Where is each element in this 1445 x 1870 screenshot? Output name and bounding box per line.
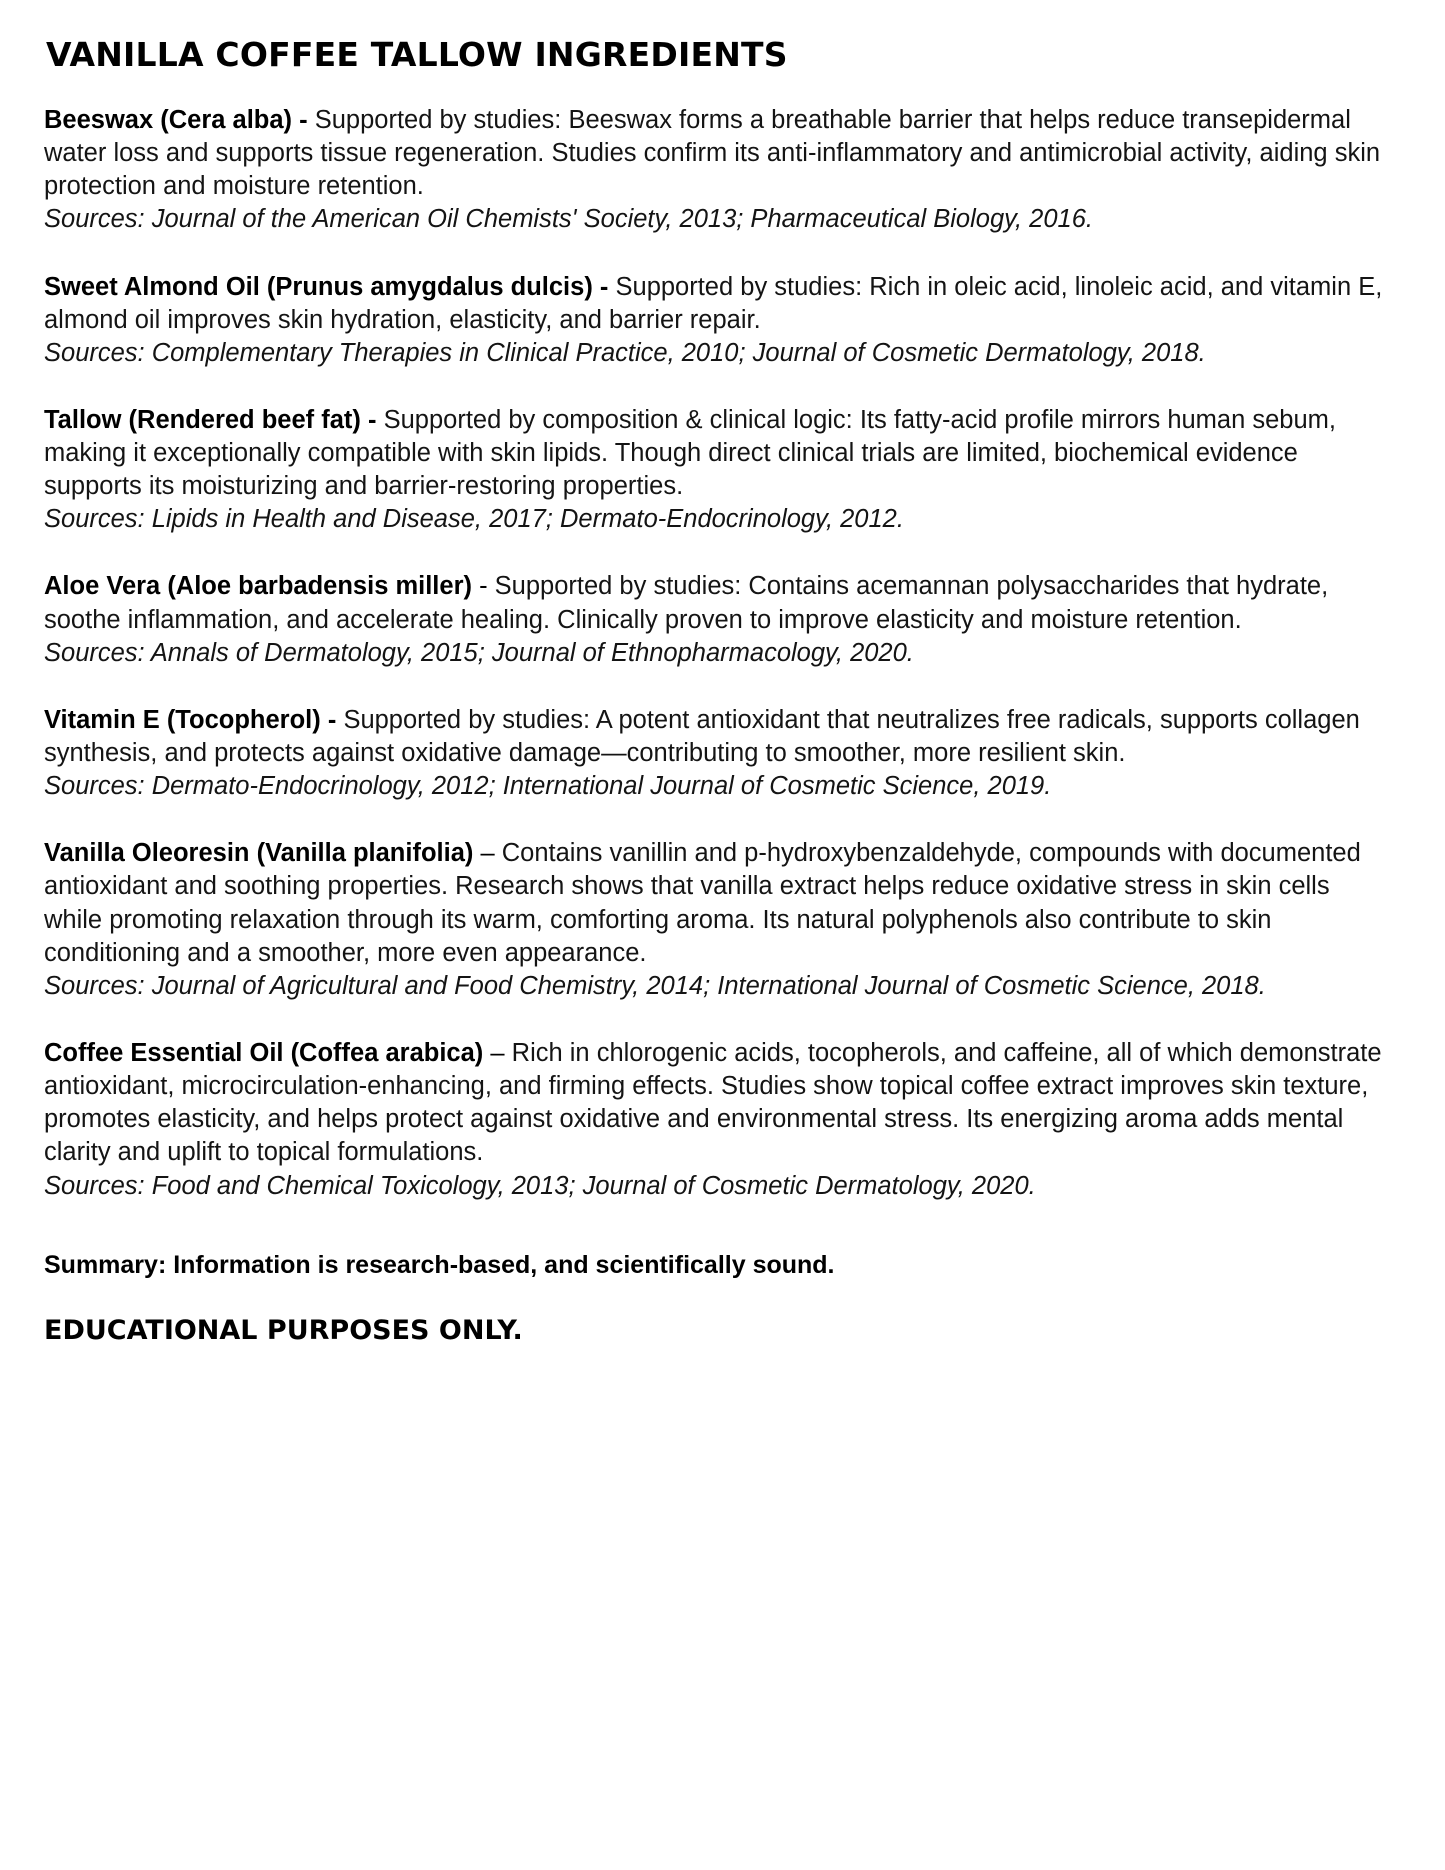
ingredient-description (44, 570, 1389, 636)
ingredient-separator: - (299, 105, 308, 134)
ingredient-sources: Sources: Journal of Agricultural and Food Chemistry, 2014; International Journal of Cosmetic Science, 2018. (44, 971, 1266, 1000)
ingredient-body-text: Rich in chlorogenic acids, tocopherols, and caffeine, all of which demonstrate antioxidant, microcirculation-enhancing, and firming effects. Studies show topical coffee extract improves skin texture, promotes elasticity, and helps protect against oxidative and environmental stress. Its energizing aroma adds mental clarity and uplift to topical formulations. (44, 1039, 1382, 1167)
ingredient-body-text: Supported by studies: Rich in oleic acid, linoleic acid, and vitamin E, almond oil improves skin hydration, elasticity, and barrier repair. (44, 272, 1383, 334)
ingredient-separator: - (368, 405, 377, 434)
ingredient-sources: Sources: Dermato-Endocrinology, 2012; International Journal of Cosmetic Science, 2019. (44, 772, 1052, 801)
ingredient-name: Sweet Almond Oil (Prunus amygdalus dulcis) (44, 272, 593, 301)
ingredient-body-text: Supported by studies: Contains acemannan polysaccharides that hydrate, soothe inflammation, and accelerate healing. Clinically proven to improve elasticity and moisture retention. (44, 572, 1329, 634)
summary-statement: Summary: Information is research-based, and scientifically sound. (44, 1250, 835, 1279)
ingredient-name: Vanilla Oleoresin (Vanilla planifolia) (44, 839, 474, 868)
ingredient-section (44, 104, 1401, 237)
ingredient-description (44, 1037, 1389, 1170)
ingredient-name: Vitamin E (Tocopherol) (44, 705, 321, 734)
ingredient-description (44, 837, 1389, 970)
ingredient-list (44, 104, 1401, 1203)
ingredient-section (44, 704, 1401, 803)
ingredient-description (44, 271, 1389, 337)
ingredient-sources: Sources: Lipids in Health and Disease, 2017; Dermato-Endocrinology, 2012. (44, 505, 904, 534)
ingredient-sources: Sources: Annals of Dermatology, 2015; Journal of Ethnopharmacology, 2020. (44, 638, 914, 667)
educational-disclaimer: EDUCATIONAL PURPOSES ONLY. (44, 1315, 523, 1347)
ingredient-sources: Sources: Complementary Therapies in Clinical Practice, 2010; Journal of Cosmetic Dermatology, 2018. (44, 338, 1206, 367)
ingredient-section (44, 1037, 1401, 1203)
ingredient-section (44, 271, 1401, 370)
ingredient-sources: Sources: Journal of the American Oil Chemists' Society, 2013; Pharmaceutical Biology, 2016. (44, 205, 1093, 234)
ingredient-name: Aloe Vera (Aloe barbadensis miller) (44, 572, 472, 601)
ingredient-description (44, 404, 1389, 503)
ingredient-sources: Sources: Food and Chemical Toxicology, 2013; Journal of Cosmetic Dermatology, 2020. (44, 1171, 1036, 1200)
ingredient-description (44, 104, 1389, 203)
page-title: VANILLA COFFEE TALLOW INGREDIENTS (46, 35, 788, 74)
ingredient-body-text: Contains vanillin and p-hydroxybenzaldehyde, compounds with documented antioxidant and soothing properties. Research shows that vanilla extract helps reduce oxidative stress in skin cells while promoting relaxation through its warm, comforting aroma. Its natural polyphenols also contribute to skin conditioning and a smoother, more even appearance. (44, 839, 1361, 967)
ingredient-separator: - (479, 572, 488, 601)
ingredient-separator: – (490, 1039, 505, 1068)
ingredient-section (44, 404, 1401, 537)
ingredient-separator: – (480, 839, 495, 868)
ingredient-description (44, 704, 1389, 770)
ingredient-section (44, 837, 1401, 1003)
ingredient-name: Coffee Essential Oil (Coffea arabica) (44, 1039, 484, 1068)
ingredient-body-text: Supported by composition & clinical logic: Its fatty-acid profile mirrors human sebum, making it exceptionally compatible with skin lipids. Though direct clinical trials are limited, biochemical evidence supports its moisturizing and barrier-restoring properties. (44, 405, 1336, 501)
ingredient-separator: - (599, 272, 609, 301)
ingredient-body-text: Supported by studies: Beeswax forms a breathable barrier that helps reduce transepidermal water loss and supports tissue regeneration. Studies confirm its anti-inflammatory and antimicrobial activity, aiding skin protection and moisture retention. (44, 105, 1381, 201)
ingredient-name: Beeswax (Cera alba) (44, 105, 293, 134)
ingredient-body-text: Supported by studies: A potent antioxidant that neutralizes free radicals, supports collagen synthesis, and protects against oxidative damage—contributing to smoother, more resilient skin. (44, 705, 1360, 768)
ingredient-section (44, 570, 1401, 669)
ingredient-name: Tallow (Rendered beef fat) (44, 405, 361, 434)
ingredient-separator: - (327, 705, 337, 734)
